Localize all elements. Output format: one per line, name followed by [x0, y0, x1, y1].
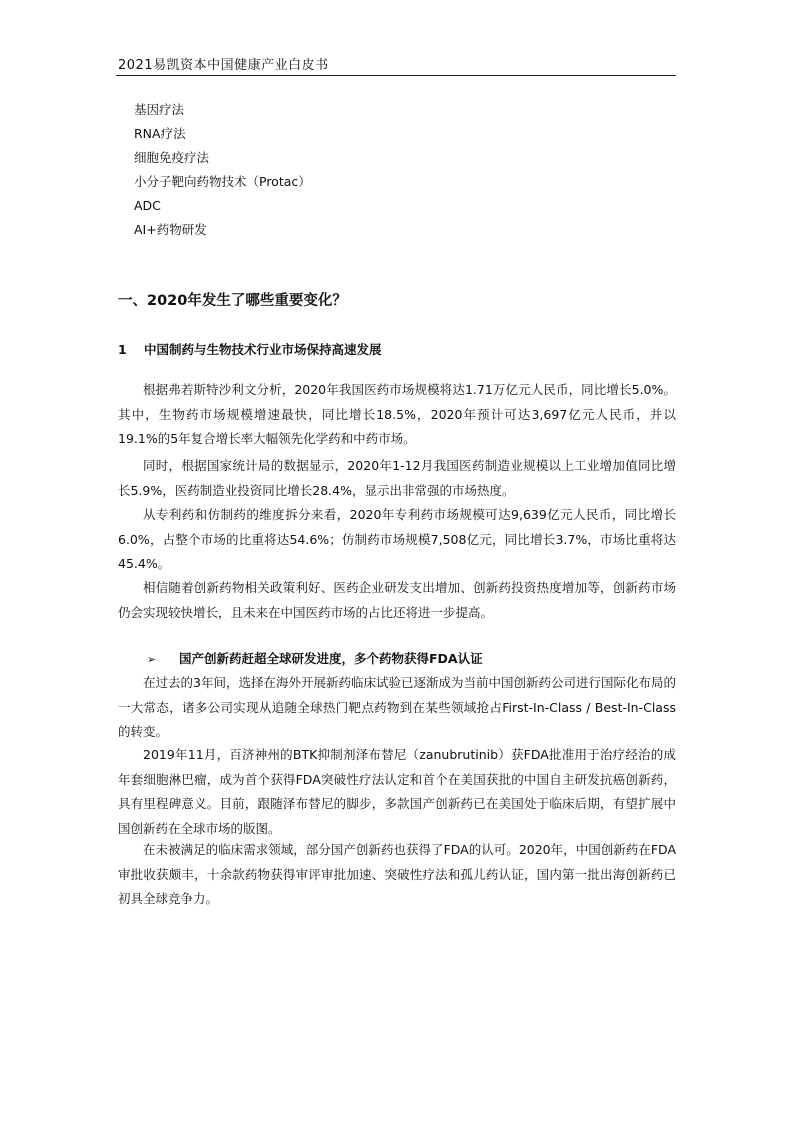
paragraph: 在未被满足的临床需求领域，部分国产创新药也获得了FDA的认可。2020年，中国创新药在FDA审批收获颇丰，十余款药物获得审评审批加速、突破性疗法和孤儿药认证，国内第一批出海创新药已初具全球竞争力。	[118, 842, 676, 906]
subsection-title: 中国制药与生物技术行业市场保持高速发展	[144, 342, 382, 357]
page-header-title: 2021易凯资本中国健康产业白皮书	[118, 58, 329, 73]
paragraph: 在过去的3年间，选择在海外开展新药临床试验已逐渐成为当前中国创新药公司进行国际化布局的一大常态，诸多公司实现从追随全球热门靶点药物到在某些领域抢占First-In-Class / Best-In-Class的转变。	[118, 675, 676, 739]
paragraph: 根据弗若斯特沙利文分析，2020年我国医药市场规模将达1.71万亿元人民币，同比增长5.0%。其中，生物药市场规模增速最快，同比增长18.5%，2020年预计可达3,697亿元人民币，并以19.1%的5年复合增长率大幅领先化学药和中药市场。	[118, 382, 676, 446]
subsection-number: 1	[118, 342, 127, 357]
list-item: RNA疗法	[134, 126, 186, 141]
header-divider	[116, 75, 676, 76]
arrow-bullet-icon: ➢	[147, 653, 157, 666]
list-item: AI+药物研发	[134, 222, 207, 237]
paragraph: 从专利药和仿制药的维度拆分来看，2020年专利药市场规模可达9,639亿元人民币，同比增长6.0%，占整个市场的比重将达54.6%；仿制药市场规模7,508亿元，同比增长3.7%，市场比重将达45.4%。	[118, 507, 676, 571]
list-item: 小分子靶向药物技术（Protac）	[134, 174, 311, 189]
list-item: 细胞免疫疗法	[134, 150, 210, 165]
list-item: ADC	[134, 198, 161, 213]
paragraph: 同时，根据国家统计局的数据显示，2020年1-12月我国医药制造业规模以上工业增加值同比增长5.9%，医药制造业投资同比增长28.4%，显示出非常强的市场热度。	[118, 458, 676, 498]
list-item: 基因疗法	[134, 102, 185, 117]
section-heading: 一、2020年发生了哪些重要变化？	[118, 293, 347, 309]
bullet-title: 国产创新药赶超全球研发进度，多个药物获得FDA认证	[179, 651, 483, 666]
subsection-heading	[118, 340, 382, 358]
paragraph: 相信随着创新药物相关政策利好、医药企业研发支出增加、创新药投资热度增加等，创新药市场仍会实现较快增长，且未来在中国医药市场的占比还将进一步提高。	[118, 580, 676, 620]
bullet-heading	[147, 649, 483, 667]
paragraph: 2019年11月，百济神州的BTK抑制剂泽布替尼（zanubrutinib）获FDA批准用于治疗经治的成年套细胞淋巴瘤，成为首个获得FDA突破性疗法认定和首个在美国获批的中国自主研发抗癌创新药，具有里程碑意义。目前，跟随泽布替尼的脚步，多款国产创新药已在美国处于临床后期，有望扩展中国创新药在全球市场的版图。	[118, 747, 676, 836]
tech-list	[134, 98, 311, 242]
